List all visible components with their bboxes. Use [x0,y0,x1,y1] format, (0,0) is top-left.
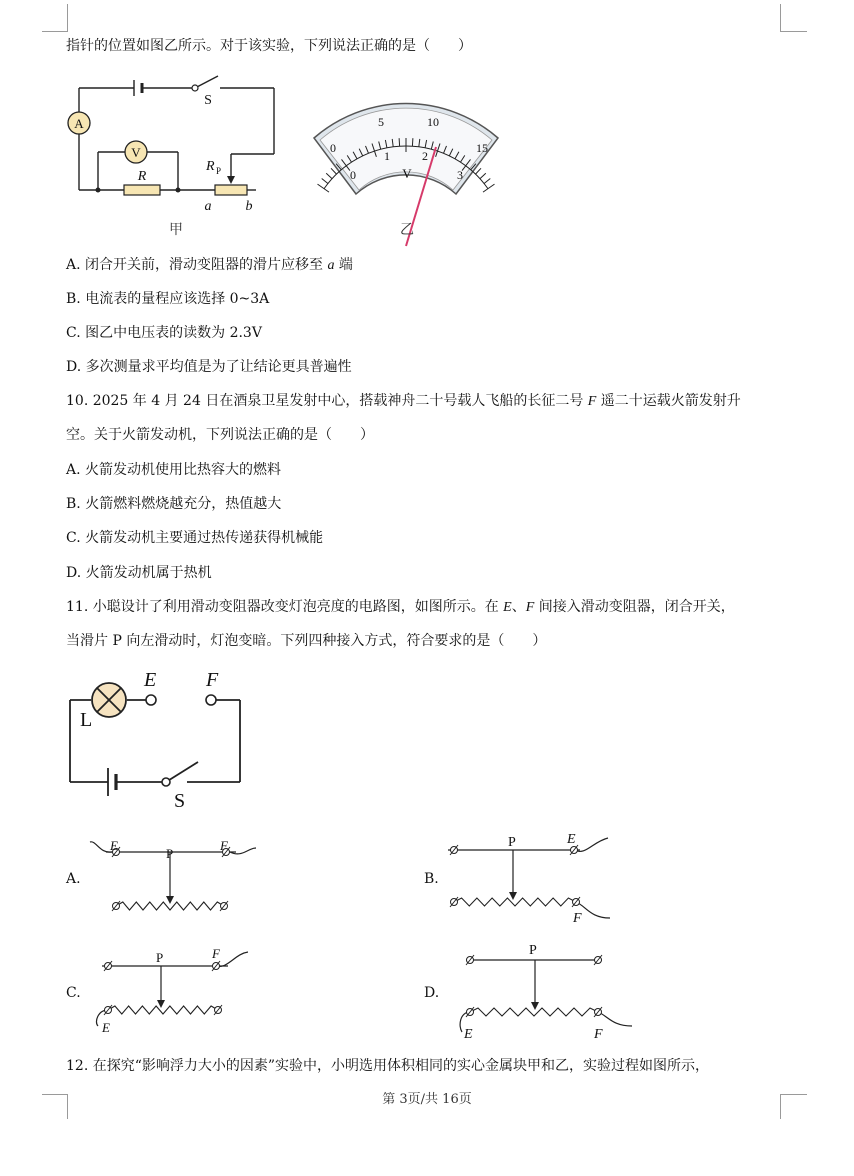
q10-option-a: A. 火箭发动机使用比热容大的燃料 [66,462,282,478]
svg-text:R: R [206,159,215,174]
svg-text:10: 10 [427,115,439,129]
svg-text:E: E [102,1020,110,1035]
svg-text:F: F [220,838,228,853]
svg-text:R: R [137,169,147,184]
page-number-footer: 第 3页/共 16页 [382,1092,472,1107]
dial-tick [399,138,400,146]
dial-tick [484,179,490,184]
q11-option-b-label: B. [424,871,439,887]
svg-text:0: 0 [330,141,336,155]
q9-option-c: C. 图乙中电压表的读数为 2.3V [66,325,262,341]
dial-tick [318,184,330,192]
q11-option-c-label: C. [66,985,81,1001]
svg-text:3: 3 [457,168,463,182]
svg-text:E: E [464,1027,473,1042]
svg-text:V: V [402,166,412,181]
svg-text:S: S [174,790,186,812]
svg-text:E: E [144,669,157,691]
q10-option-c: C. 火箭发动机主要通过热传递获得机械能 [66,530,324,546]
q11-stem-line2: 当滑片 P 向左滑动时，灯泡变暗。下列四种接入方式，符合要求的是（ ） [66,633,547,649]
q9-voltmeter-dial-yi [306,96,506,240]
svg-text:P: P [529,943,537,958]
svg-text:P: P [156,950,164,965]
svg-text:P: P [166,846,174,861]
q9-option-b: B. 电流表的量程应该选择 0~3A [66,291,270,307]
q11-stem-line1: 11. 小聪设计了利用滑动变阻器改变灯泡亮度的电路图，如图所示。在 E、F 间接入滑动变阻器，闭合开关， [66,599,735,615]
q10-option-d: D. 火箭发动机属于热机 [66,565,212,581]
svg-text:E: E [567,832,576,847]
q11-option-d-label: D. [424,985,440,1001]
svg-text:甲: 甲 [169,222,183,238]
svg-text:0: 0 [350,168,356,182]
svg-text:F: F [206,669,219,691]
dial-tick [476,168,482,174]
svg-text:乙: 乙 [400,222,414,238]
svg-text:a: a [204,199,212,214]
q9-stem-tail: 指针的位置如图乙所示。对于该实验，下列说法正确的是（ ） [66,38,472,54]
crop-mark-top-right [780,4,807,32]
q10-stem-line2: 空。关于火箭发动机，下列说法正确的是（ ） [66,427,374,443]
svg-text:1: 1 [384,149,390,163]
q9-option-d: D. 多次测量求平均值是为了让结论更具普遍性 [66,359,352,375]
q11-option-a-label: A. [66,871,81,887]
dial-tick [331,168,337,174]
dial-tick [483,184,495,192]
svg-text:F: F [594,1027,603,1042]
svg-text:F: F [573,911,582,926]
svg-text:S: S [204,93,212,108]
svg-text:P: P [508,835,516,850]
dial-tick [326,173,332,178]
q11-lamp-circuit-diagram [60,664,260,814]
svg-text:E: E [110,838,118,853]
q9-circuit-diagram-jia [60,72,290,242]
q11-option-a-rheostat [88,836,268,922]
crop-mark-top-left [42,4,68,32]
q11-option-b-rheostat [440,830,620,926]
svg-text:5: 5 [378,115,384,129]
q10-option-b: B. 火箭燃料燃烧越充分，热值越大 [66,496,282,512]
q11-option-d-rheostat [440,940,640,1044]
svg-text:A: A [74,116,84,131]
svg-text:F: F [212,946,220,961]
svg-text:2: 2 [422,149,428,163]
dial-tick [480,173,486,178]
svg-text:P: P [216,166,222,176]
svg-text:V: V [131,145,141,160]
dial-tick [412,138,413,146]
svg-text:L: L [80,709,93,731]
q12-stem-line1: 12. 在探究“影响浮力大小的因素”实验中，小明选用体积相同的实心金属块甲和乙，实验过程如图所示， [66,1058,710,1074]
q9-option-a: A. 闭合开关前，滑动变阻器的滑片应移至 a 端 [66,257,353,273]
q11-option-c-rheostat [88,944,268,1036]
dial-tick [322,179,328,184]
svg-text:15: 15 [476,141,488,155]
svg-text:b: b [245,199,253,214]
q10-stem-line1: 10. 2025 年 4 月 24 日在酒泉卫星发射中心，搭载神舟二十号载人飞船的长征二号 F 遥二十运载火箭发射升 [66,393,741,409]
